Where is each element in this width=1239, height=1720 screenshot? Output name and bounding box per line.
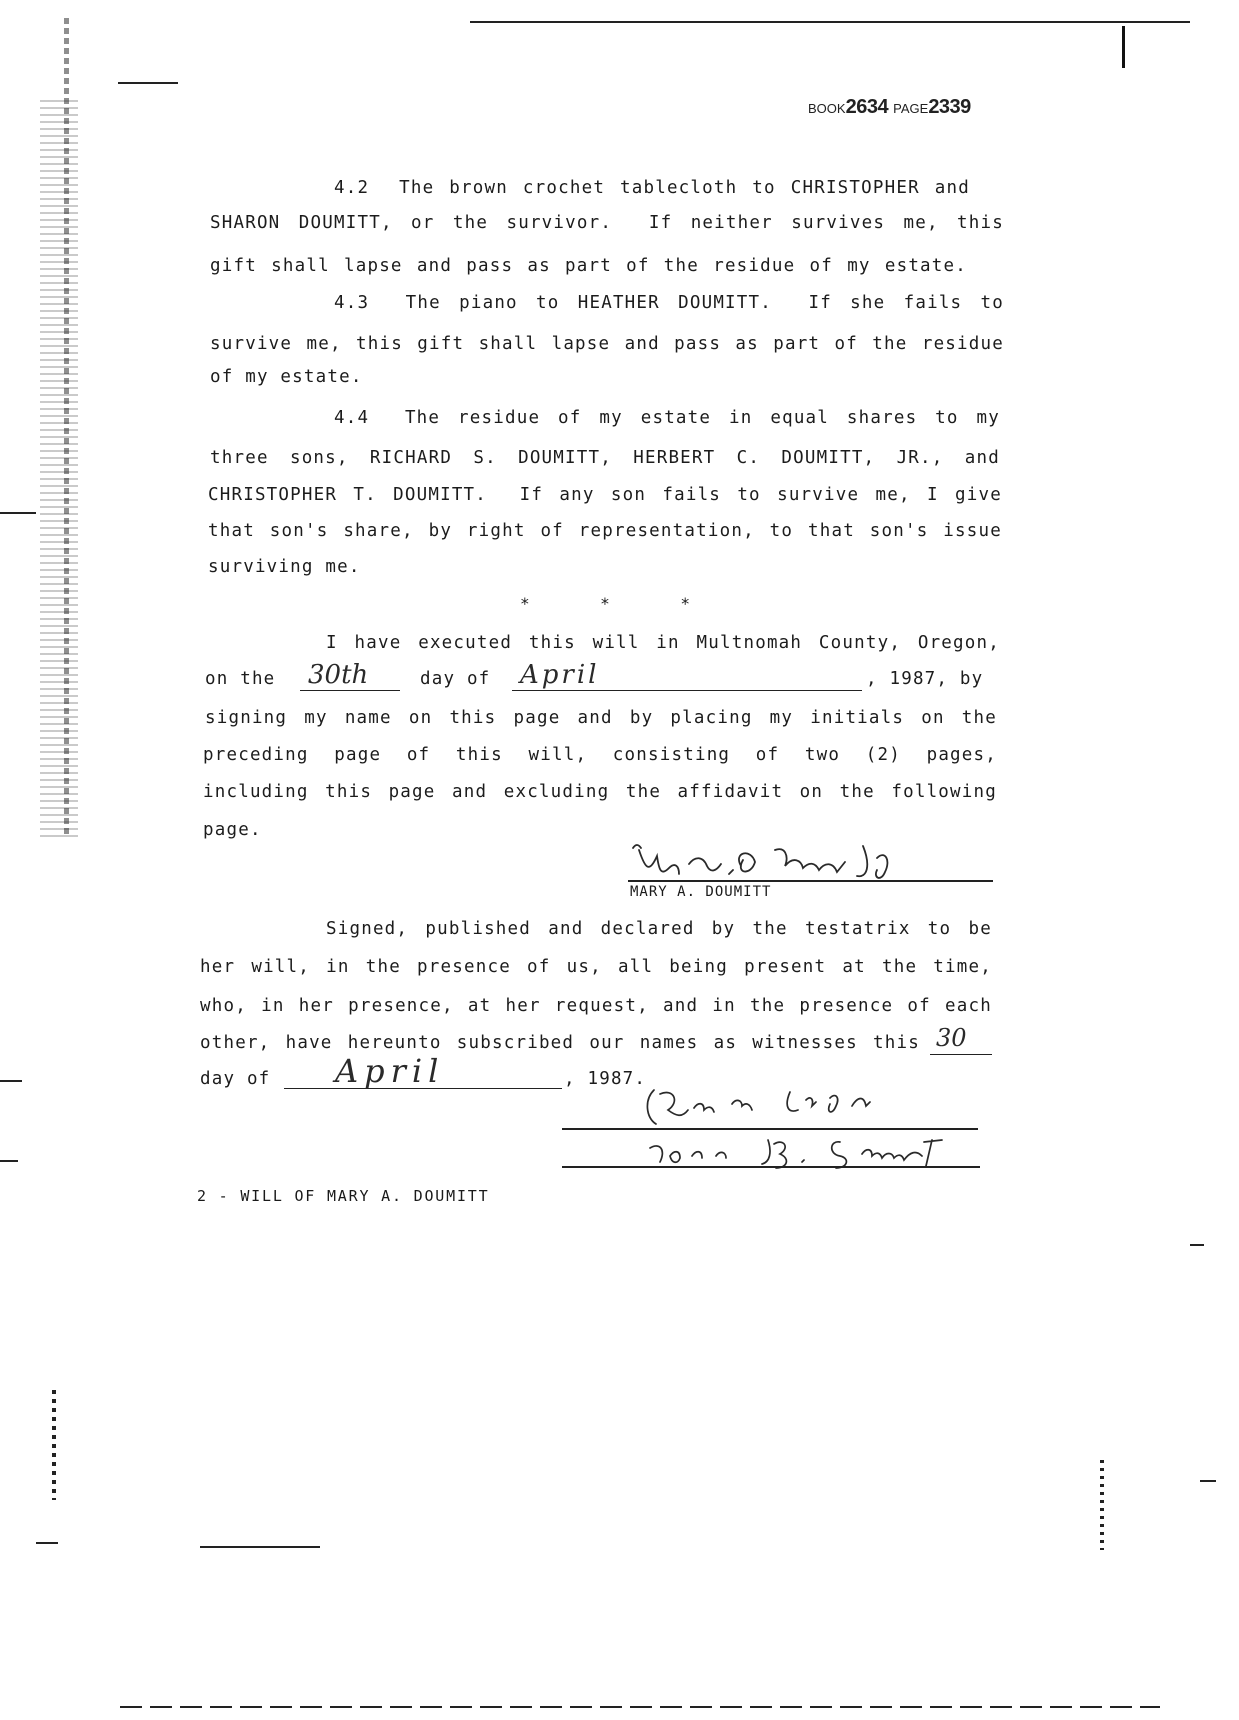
clause-4-3-line-1: 4.3 The piano to HEATHER DOUMITT. If she fails to: [334, 293, 1004, 313]
handwritten-witness-day: 30: [936, 1024, 967, 1052]
clause-4-3-line-3: of my estate.: [210, 367, 363, 387]
scan-dash-mark: [1200, 1480, 1216, 1482]
month-blank-line: [512, 690, 862, 691]
testatrix-name: MARY A. DOUMITT: [630, 884, 772, 900]
witness-day-blank-line: [930, 1054, 992, 1055]
witness-month-blank-line: [284, 1088, 562, 1089]
clause-4-3-line-2: survive me, this gift shall lapse and pass as part of the residue: [210, 334, 1004, 354]
attestation-line-3: who, in her presence, at her request, and in the presence of each: [200, 996, 992, 1016]
attestation-line-2: her will, in the presence of us, all being present at the time,: [200, 957, 992, 977]
page-number: 2339: [928, 96, 971, 118]
witness-signature-line-2: [562, 1166, 980, 1168]
execution-line-5: including this page and excluding the affidavit on the following: [203, 782, 997, 802]
scan-binding-edge: [64, 18, 69, 838]
execution-on-the: on the: [205, 669, 276, 689]
execution-year: , 1987, by: [866, 669, 984, 689]
scan-dash-mark: [0, 1160, 18, 1162]
separator-asterisk: *: [680, 594, 690, 613]
clause-4-4-line-3: CHRISTOPHER T. DOUMITT. If any son fails to survive me, I give: [208, 485, 1002, 505]
clause-4-4-line-2: three sons, RICHARD S. DOUMITT, HERBERT C. DOUMITT, JR., and: [210, 448, 1000, 468]
attestation-line-4: other, have hereunto subscribed our names as witnesses this: [200, 1033, 920, 1053]
handwritten-month: April: [520, 660, 600, 690]
clause-4-2-line-2: SHARON DOUMITT, or the survivor. If neither survives me, this: [210, 213, 1004, 233]
scan-bottom-edge: [120, 1706, 1160, 1708]
execution-line-3: signing my name on this page and by placing my initials on the: [205, 708, 997, 728]
page-footer: 2 - WILL OF MARY A. DOUMITT: [197, 1187, 490, 1205]
scan-noise-strip: [40, 100, 78, 840]
scan-corner-mark: [1122, 26, 1125, 68]
execution-line-1: I have executed this will in Multnomah County, Oregon,: [326, 633, 1000, 653]
book-number: 2634: [845, 96, 889, 118]
witness-signature-1: [640, 1084, 930, 1130]
book-label: BOOK: [808, 101, 846, 116]
clause-4-4-line-1: 4.4 The residue of my estate in equal shares to my: [334, 408, 1000, 428]
clause-4-2-line-3: gift shall lapse and pass as part of the residue of my estate.: [210, 256, 967, 276]
attestation-day-of: day of: [200, 1069, 271, 1089]
separator-asterisk: *: [520, 594, 530, 613]
witness-signature-line-1: [562, 1128, 978, 1130]
execution-line-4: preceding page of this will, consisting of two (2) pages,: [203, 745, 997, 765]
testatrix-signature-line: [628, 880, 993, 882]
scan-dash-mark: [118, 82, 178, 84]
day-blank-line: [300, 690, 400, 691]
handwritten-day: 30th: [308, 660, 369, 690]
scan-dash-mark: [0, 512, 36, 514]
execution-line-6: page.: [203, 820, 262, 840]
separator-asterisk: *: [600, 594, 610, 613]
scan-dash-mark: [1190, 1244, 1204, 1246]
clause-4-2-line-1: 4.2 The brown crochet tablecloth to CHRISTOPHER and: [334, 178, 970, 198]
clause-4-4-line-4: that son's share, by right of representation, to that son's issue: [208, 521, 1002, 541]
scan-dot-column: [52, 1390, 56, 1500]
attestation-year: , 1987.: [564, 1069, 647, 1089]
book-page-stamp: [808, 96, 971, 119]
scan-dash-mark: [200, 1546, 320, 1548]
execution-day-of: day of: [420, 669, 491, 689]
section-separator: [520, 594, 690, 613]
attestation-line-1: Signed, published and declared by the testatrix to be: [326, 919, 992, 939]
scan-dash-mark: [36, 1542, 58, 1544]
scan-dash-mark: [0, 1080, 22, 1082]
page-label: PAGE: [893, 101, 929, 116]
scan-edge-line: [470, 21, 1190, 23]
clause-4-4-line-5: surviving me.: [208, 557, 361, 577]
handwritten-witness-month: April: [335, 1052, 445, 1090]
scan-dot-column: [1100, 1460, 1104, 1550]
